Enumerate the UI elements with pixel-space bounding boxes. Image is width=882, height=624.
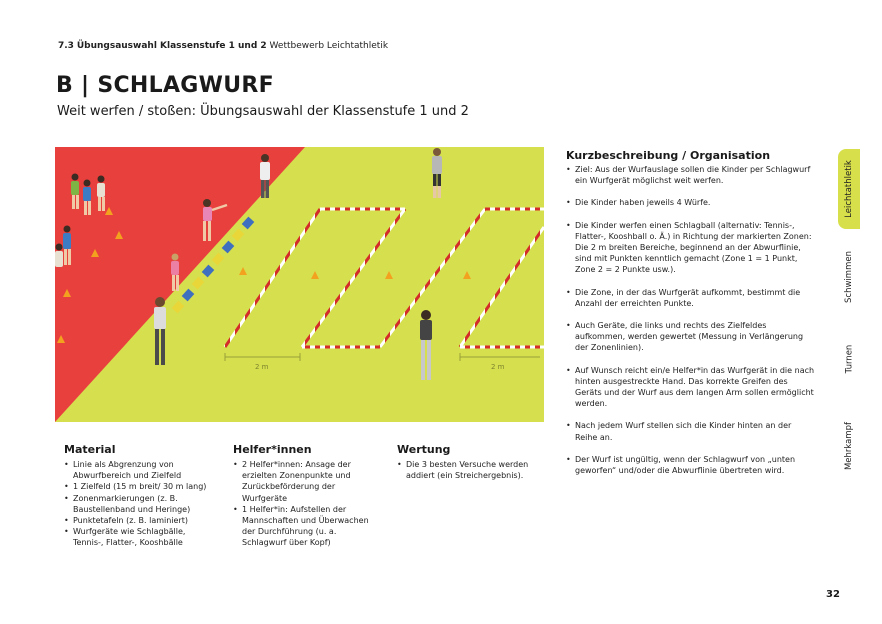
list-item: • Die Kinder haben jeweils 4 Würfe.	[566, 197, 816, 208]
list-item: • Die Zone, in der das Wurfgerät aufkommt, bestimmt die Anzahl der erreichten Punkte.	[566, 287, 816, 309]
page-title: B | SCHLAGWURF	[56, 73, 274, 98]
chapter-subtitle: Wettbewerb Leichtathletik	[269, 41, 389, 51]
wertung-list	[397, 459, 547, 481]
kurzbeschreibung-title: Kurzbeschreibung / Organisation	[566, 149, 771, 162]
material-title: Material	[64, 443, 116, 456]
sidebar-tab-turnen[interactable]	[838, 329, 860, 389]
list-item: • Der Wurf ist ungültig, wenn der Schlagwurf von „unten geworfen“ und/oder die Abwurflinie übertreten wird.	[566, 454, 816, 476]
list-item: • 1 Helfer*in: Aufstellen der Mannschaften und Überwachen der Durchführung (u. a. Schlagwurf über Kopf)	[233, 504, 373, 549]
list-item: • Nach jedem Wurf stellen sich die Kinder hinten an der Reihe an.	[566, 420, 816, 442]
list-item: • Die Kinder werfen einen Schlagball (alternativ: Tennis-, Flatter-, Kooshball o. Ä.) in Richtung der markierten Zonen: Die 2 m breiten Bereiche, beginnend an der Abwurflinie, sind mit Punkten kenntlich gemacht (Zone 1 = 1 Punkt, Zone 2 = 2 Punkte usw.).	[566, 220, 816, 276]
kurzbeschreibung-list	[566, 164, 816, 476]
sidebar-tab-leichtathletik[interactable]	[838, 149, 860, 229]
page-subtitle: Weit werfen / stoßen: Übungsauswahl der Klassenstufe 1 und 2	[57, 104, 469, 119]
field-svg	[55, 147, 544, 422]
wertung-section	[397, 443, 547, 481]
sidebar-tab-schwimmen[interactable]	[838, 237, 860, 317]
list-item: • Zonenmarkierungen (z. B. Baustellenband und Heringe)	[64, 493, 214, 515]
list-item: • Auch Geräte, die links und rechts des Zielfeldes aufkommen, werden gewertet (Messung in Verlängerung der Zonenlinien).	[566, 320, 816, 354]
children-queue-1	[71, 174, 105, 216]
list-item: • 2 Helfer*innen: Ansage der erzielten Zonenpunkte und Zurückbeförderung der Wurfgeräte	[233, 459, 373, 504]
list-item: • 1 Zielfeld (15 m breit/ 30 m lang)	[64, 481, 214, 492]
sidebar-tab-label: Turnen	[844, 344, 855, 374]
dimension-label-left: 2 m	[255, 363, 269, 371]
wertung-title: Wertung	[397, 443, 451, 456]
helfer-title: Helfer*innen	[233, 443, 312, 456]
material-list	[64, 459, 214, 549]
chapter-title: Übungsauswahl Klassenstufe 1 und 2	[76, 41, 267, 51]
field-illustration	[55, 147, 544, 422]
page-number: 32	[826, 589, 840, 600]
chapter-number: 7.3	[58, 41, 74, 51]
list-item: • Wurfgeräte wie Schlagbälle, Tennis-, Flatter-, Kooshbälle	[64, 526, 214, 548]
list-item: • Linie als Abgrenzung von Abwurfbereich und Zielfeld	[64, 459, 214, 481]
material-section	[64, 443, 214, 549]
helfer-section	[233, 443, 373, 549]
list-item: • Die 3 besten Versuche werden addiert (ein Streichergebnis).	[397, 459, 547, 481]
list-item: • Auf Wunsch reicht ein/e Helfer*in das Wurfgerät in die nach hinten ausgestreckte Hand. Das korrekte Greifen des Geräts und der Wurf aus dem langen Arm sollen ermöglicht werden.	[566, 365, 816, 410]
list-item: • Punktetafeln (z. B. laminiert)	[64, 515, 214, 526]
kurzbeschreibung-section	[566, 149, 816, 487]
chapter-header	[58, 41, 388, 51]
sidebar-tab-label: Mehrkampf	[844, 421, 855, 471]
list-item: • Ziel: Aus der Wurfauslage sollen die Kinder per Schlagwurf ein Wurfgerät möglichst weit werfen.	[566, 164, 816, 186]
dimension-label-right: 2 m	[491, 363, 505, 371]
helfer-list	[233, 459, 373, 549]
sidebar-tab-label: Schwimmen	[844, 251, 855, 303]
sidebar-tab-mehrkampf[interactable]	[838, 401, 860, 491]
sidebar-tab-label: Leichtathletik	[844, 160, 854, 218]
